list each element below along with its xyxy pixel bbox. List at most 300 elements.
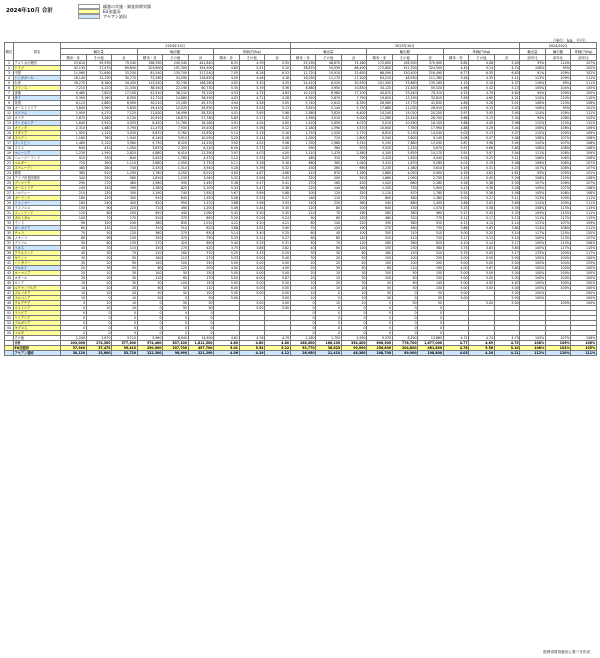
value-cell: 36,820	[316, 346, 342, 351]
country-cell: EU加盟国	[14, 346, 61, 351]
value-cell: 14,900	[188, 336, 214, 341]
value-cell: 3.88	[214, 201, 240, 206]
value-cell: 4.72	[443, 336, 469, 341]
value-cell: 6,140	[137, 136, 163, 141]
value-cell: 4.15	[443, 81, 469, 86]
value-cell: 5,900	[418, 171, 444, 176]
value-cell: 200	[418, 261, 444, 266]
value-cell: 5.33	[443, 206, 469, 211]
value-cell: 93%	[520, 171, 546, 176]
value-cell: 1,110	[86, 131, 112, 136]
value-cell: 520	[341, 176, 367, 181]
rank-cell: 37	[5, 241, 14, 246]
value-cell: 3.94	[494, 151, 520, 156]
country-cell: ラオス	[14, 246, 61, 251]
value-cell: 10	[316, 286, 342, 291]
value-cell: 640	[61, 146, 87, 151]
value-cell: 50	[290, 241, 316, 246]
value-cell: 10	[86, 291, 112, 296]
report-title: 2024年10月 合計	[6, 8, 53, 14]
value-cell: 0	[392, 331, 418, 336]
value-cell: 5.46	[214, 206, 240, 211]
value-cell: 5.39	[239, 86, 265, 91]
value-cell: 196,300	[137, 61, 163, 66]
subheader-rate: 前年比	[520, 55, 546, 61]
value-cell: 80	[316, 236, 342, 241]
value-cell: 6.63	[494, 71, 520, 76]
value-cell: 0	[137, 316, 163, 321]
country-cell: アセアン諸国	[14, 351, 61, 356]
value-cell: 100%	[520, 256, 546, 261]
value-cell: 100%	[520, 236, 546, 241]
value-cell: 30,930	[341, 81, 367, 86]
value-cell: 0	[163, 321, 189, 326]
value-cell: 461,600	[418, 346, 444, 351]
value-cell: 440	[163, 211, 189, 216]
value-cell: 5.30	[239, 81, 265, 86]
value-cell: 172,800	[367, 66, 393, 71]
value-cell: 113,540	[137, 81, 163, 86]
value-cell: 1,550	[188, 196, 214, 201]
subheader-other: その他	[163, 55, 189, 61]
period-header-current: 2024年10月	[61, 43, 291, 49]
value-cell: 3.83	[469, 226, 495, 231]
country-cell: ギリシャ	[14, 256, 61, 261]
value-cell: 4.04	[239, 121, 265, 126]
value-cell: 4.06	[469, 61, 495, 66]
value-cell: 220	[316, 201, 342, 206]
value-cell: 111%	[571, 111, 597, 116]
value-cell: 5.68	[265, 191, 291, 196]
value-cell: 1,190	[137, 191, 163, 196]
value-cell: 4.02	[214, 81, 240, 86]
value-cell: 130	[86, 191, 112, 196]
value-cell: 4.69	[469, 341, 495, 346]
rank-cell: 33	[5, 221, 14, 226]
value-cell: 20	[290, 276, 316, 281]
value-cell: 390	[112, 186, 138, 191]
value-cell: 4.62	[469, 171, 495, 176]
value-cell: 111,760	[418, 76, 444, 81]
subheader-total: 計	[188, 55, 214, 61]
value-cell: 40	[316, 231, 342, 236]
value-cell: 3.92	[214, 141, 240, 146]
value-cell: 130	[61, 206, 87, 211]
rank-cell: 18	[5, 146, 14, 151]
value-cell: 80	[86, 241, 112, 246]
value-cell: 1,750	[316, 336, 342, 341]
value-cell: 100%	[571, 91, 597, 96]
value-cell: 100%	[545, 276, 571, 281]
value-cell: 50	[341, 266, 367, 271]
value-cell: 370	[188, 251, 214, 256]
value-cell: 8,520	[163, 141, 189, 146]
value-cell: 230	[392, 246, 418, 251]
value-cell: 740	[163, 191, 189, 196]
table-body	[5, 61, 597, 356]
value-cell: 640	[367, 206, 393, 211]
rank-cell: 24	[5, 176, 14, 181]
value-cell: 94%	[520, 91, 546, 96]
value-cell: 6,010	[188, 171, 214, 176]
value-cell: 5.17	[494, 251, 520, 256]
value-cell: 4,550	[112, 121, 138, 126]
value-cell: 4.28	[265, 96, 291, 101]
value-cell: 94%	[520, 116, 546, 121]
value-cell: 0	[137, 321, 163, 326]
rank-cell: 2	[5, 66, 14, 71]
value-cell: 4.00	[443, 266, 469, 271]
rank-cell: 35	[5, 231, 14, 236]
value-cell: 5,730	[188, 161, 214, 166]
value-cell: 41,830	[418, 101, 444, 106]
value-cell: 5.00	[494, 291, 520, 296]
value-cell: 3,040	[188, 176, 214, 181]
value-cell: 117%	[520, 231, 546, 236]
value-cell: 5.12	[214, 156, 240, 161]
value-cell: 5.00	[265, 271, 291, 276]
value-cell: 3,600	[392, 136, 418, 141]
value-cell: 510	[163, 226, 189, 231]
value-cell: 4.74	[494, 66, 520, 71]
value-cell: 4.12	[265, 351, 291, 356]
value-cell: 111%	[520, 151, 546, 156]
rank-cell: 23	[5, 171, 14, 176]
value-cell: 5.00	[494, 256, 520, 261]
value-cell: 4,370	[188, 156, 214, 161]
value-cell: 140	[290, 201, 316, 206]
group-header-price-current: 単価(円/kg)	[214, 49, 291, 55]
value-cell: 0	[112, 316, 138, 321]
value-cell: 5.19	[239, 131, 265, 136]
value-cell: 6,410	[163, 151, 189, 156]
value-cell: 100%	[520, 276, 546, 281]
value-cell: 90	[86, 236, 112, 241]
value-cell: 6.00	[214, 286, 240, 291]
value-cell: 4.74	[469, 336, 495, 341]
rank-cell: 39	[5, 251, 14, 256]
value-cell: 108%	[520, 136, 546, 141]
rank-cell: 45	[5, 281, 14, 286]
value-cell: 3,520	[367, 146, 393, 151]
group-header-price-ratio: 単価(円/kg)	[571, 49, 597, 55]
country-cell: その他	[14, 336, 61, 341]
value-cell: 70	[290, 226, 316, 231]
value-cell: 3,310	[341, 141, 367, 146]
value-cell: 50	[188, 296, 214, 301]
value-cell: 30	[86, 251, 112, 256]
value-cell: 5.03	[443, 131, 469, 136]
value-cell: 5.50	[239, 256, 265, 261]
value-cell: 5.27	[265, 236, 291, 241]
value-cell: 220	[290, 186, 316, 191]
value-cell: 80	[61, 226, 87, 231]
value-cell: 50	[188, 301, 214, 306]
value-cell: 5.34	[494, 116, 520, 121]
value-cell: 102%	[571, 71, 597, 76]
subheader-main: 精米・非	[443, 55, 469, 61]
value-cell: 109%	[571, 151, 597, 156]
value-cell: 3.93	[265, 201, 291, 206]
value-cell: 5.00	[265, 296, 291, 301]
value-cell: 0	[316, 296, 342, 301]
value-cell: 30	[341, 276, 367, 281]
value-cell: 4.22	[214, 221, 240, 226]
value-cell: 60	[290, 231, 316, 236]
value-cell: 1,230	[163, 176, 189, 181]
group-header-value-current: 輸出額	[137, 49, 214, 55]
value-cell: 4.80	[214, 341, 240, 346]
value-cell: 0	[367, 311, 393, 316]
value-cell: 760	[86, 136, 112, 141]
value-cell: 180	[61, 196, 87, 201]
value-cell: 111%	[571, 201, 597, 206]
value-cell: 106%	[545, 156, 571, 161]
value-cell: 70	[86, 216, 112, 221]
country-cell: ルーマニア	[14, 271, 61, 276]
value-cell: 12,130	[86, 76, 112, 81]
value-cell: 106%	[571, 341, 597, 346]
value-cell: 590	[290, 146, 316, 151]
value-cell: 30	[290, 251, 316, 256]
value-cell: 80	[137, 266, 163, 271]
value-cell: 5.54	[239, 346, 265, 351]
value-cell: 11,330	[112, 86, 138, 91]
value-cell: 160	[367, 251, 393, 256]
value-cell: 420	[188, 246, 214, 251]
value-cell: 69,600	[112, 66, 138, 71]
rank-cell: 46	[5, 286, 14, 291]
value-cell: 377,300	[112, 341, 138, 346]
value-cell: 4.83	[214, 66, 240, 71]
value-cell: 420	[163, 241, 189, 246]
value-cell: 5.40	[239, 231, 265, 236]
value-cell: 4,070	[341, 121, 367, 126]
value-cell: 13,860	[418, 336, 444, 341]
value-cell: 5.51	[239, 66, 265, 71]
value-cell: 21,710	[137, 96, 163, 101]
value-cell: 720	[418, 236, 444, 241]
value-cell: 6.00	[239, 276, 265, 281]
value-cell: 5.39	[239, 166, 265, 171]
value-cell: 174,300	[86, 341, 112, 346]
rank-cell: 26	[5, 186, 14, 191]
value-cell: 320	[341, 191, 367, 196]
value-cell: 4.50	[469, 281, 495, 286]
value-cell: 0	[188, 316, 214, 321]
value-cell: 130	[112, 241, 138, 246]
value-cell: 5.00	[494, 61, 520, 66]
value-cell: 3.96	[494, 121, 520, 126]
value-cell: 510	[418, 231, 444, 236]
value-cell: 8,940	[163, 336, 189, 341]
value-cell: 354,400	[341, 341, 367, 346]
value-cell: 108%	[545, 161, 571, 166]
value-cell: 10	[316, 276, 342, 281]
value-cell: 0	[86, 326, 112, 331]
value-cell: 5.16	[265, 161, 291, 166]
value-cell: 50	[341, 256, 367, 261]
value-cell: 30	[112, 276, 138, 281]
value-cell: 5.00	[469, 251, 495, 256]
country-cell: ベトナム	[14, 111, 61, 116]
value-cell: 4.18	[265, 76, 291, 81]
export-table	[4, 42, 597, 356]
value-cell: 270	[188, 256, 214, 261]
value-cell: 1,620	[392, 156, 418, 161]
value-cell: 4.00	[265, 151, 291, 156]
value-cell: 130	[86, 226, 112, 231]
value-cell: 4.75	[239, 91, 265, 96]
value-cell: 1,330	[290, 141, 316, 146]
value-cell: 1,230	[61, 151, 87, 156]
value-cell: 150%	[520, 261, 546, 266]
value-cell: 20	[61, 276, 87, 281]
value-cell: 10	[341, 301, 367, 306]
value-cell: 109%	[520, 211, 546, 216]
value-cell: 5,230	[392, 131, 418, 136]
value-cell: 100%	[520, 241, 546, 246]
value-cell: 0	[86, 331, 112, 336]
value-cell: 5.13	[469, 236, 495, 241]
rank-cell: 52	[5, 316, 14, 321]
value-cell: 0	[61, 301, 87, 306]
value-cell: 1,110	[367, 191, 393, 196]
rank-cell: 7	[5, 91, 14, 96]
value-cell: 221,290	[188, 351, 214, 356]
value-cell: 410	[86, 146, 112, 151]
value-cell: 5.00	[239, 261, 265, 266]
group-header-volume-previous: 輸出量	[290, 49, 367, 55]
value-cell: 106%	[520, 106, 546, 111]
value-cell: 3.92	[239, 226, 265, 231]
value-cell: 100%	[520, 291, 546, 296]
value-cell: 3.94	[443, 76, 469, 81]
value-cell: 0	[86, 311, 112, 316]
value-cell: 2,430	[137, 166, 163, 171]
value-cell: 310	[367, 236, 393, 241]
value-cell: 53,770	[290, 346, 316, 351]
value-cell: 240	[86, 201, 112, 206]
value-cell: 0	[163, 311, 189, 316]
value-cell: 5.47	[239, 181, 265, 186]
rank-cell: 54	[5, 326, 14, 331]
country-cell: キプロス	[14, 326, 61, 331]
value-cell: 4.77	[443, 341, 469, 346]
value-cell: 30	[61, 256, 87, 261]
value-cell: 106%	[545, 126, 571, 131]
value-cell: 5,740	[290, 101, 316, 106]
country-cell: インドネシア	[14, 121, 61, 126]
value-cell: 42,130	[61, 66, 87, 71]
value-cell: 1,930	[188, 191, 214, 196]
rank-cell: 11	[5, 111, 14, 116]
value-cell: 100%	[571, 271, 597, 276]
value-cell: 30,120	[61, 351, 87, 356]
value-cell: 4.66	[265, 171, 291, 176]
country-cell: ポルトガル	[14, 216, 61, 221]
value-cell: 0	[61, 326, 87, 331]
rank-cell: 53	[5, 321, 14, 326]
value-cell: 80	[86, 211, 112, 216]
value-cell: 5.00	[239, 286, 265, 291]
value-cell: 0	[290, 331, 316, 336]
value-cell: 110	[112, 246, 138, 251]
subheader-main: 精米・非	[61, 55, 87, 61]
country-cell: フィリピン	[14, 141, 61, 146]
rank-cell: 6	[5, 86, 14, 91]
value-cell: 5.00	[469, 301, 495, 306]
value-cell: 270	[367, 226, 393, 231]
value-cell: 109%	[545, 71, 571, 76]
value-cell: 0	[392, 306, 418, 311]
value-cell: 690	[188, 241, 214, 246]
value-cell: 217,240	[188, 71, 214, 76]
value-cell: 200	[290, 191, 316, 196]
country-cell: 香港	[14, 91, 61, 96]
value-cell: 11,830	[137, 111, 163, 116]
value-cell: 50	[392, 271, 418, 276]
value-cell: 68,400	[341, 66, 367, 71]
country-cell: オーストリア	[14, 186, 61, 191]
value-cell: 5.29	[239, 216, 265, 221]
value-cell: 113%	[545, 206, 571, 211]
country-cell: スウェーデン	[14, 166, 61, 171]
value-cell: 109%	[520, 186, 546, 191]
value-cell: 146,280	[188, 81, 214, 86]
rank-cell	[5, 351, 14, 356]
value-cell: 5.01	[443, 161, 469, 166]
value-cell: 5.11	[494, 156, 520, 161]
value-cell: 140	[316, 221, 342, 226]
value-cell: 32,630	[341, 71, 367, 76]
period-header-previous: 2023年10月	[290, 43, 520, 49]
value-cell: 4.11	[494, 351, 520, 356]
subheader-main: 精米・非	[367, 55, 393, 61]
value-cell: 150	[392, 251, 418, 256]
value-cell: 40	[61, 251, 87, 256]
value-cell: 2,100	[188, 186, 214, 191]
value-cell: 50	[367, 281, 393, 286]
value-cell: 310	[392, 216, 418, 221]
value-cell: 1,180	[61, 136, 87, 141]
value-cell: 140	[341, 236, 367, 241]
value-cell: 3.97	[214, 151, 240, 156]
value-cell: 5.00	[443, 291, 469, 296]
value-cell: 104%	[545, 86, 571, 91]
value-cell: 210	[137, 251, 163, 256]
value-cell: 5.00	[214, 291, 240, 296]
value-cell: 3.94	[494, 141, 520, 146]
rank-cell: 41	[5, 261, 14, 266]
value-cell: 5.01	[494, 101, 520, 106]
value-cell: 20	[290, 266, 316, 271]
value-cell: 4.21	[265, 221, 291, 226]
value-cell: 108%	[520, 206, 546, 211]
country-cell: フランス	[14, 86, 61, 91]
value-cell: 150	[367, 246, 393, 251]
country-cell: アメリカ合衆国	[14, 61, 61, 66]
value-cell: 5.26	[443, 181, 469, 186]
value-cell: 70	[316, 211, 342, 216]
value-cell: 360	[341, 201, 367, 206]
value-cell: 10	[61, 281, 87, 286]
value-cell: 0	[367, 326, 393, 331]
value-cell: 5,750	[341, 106, 367, 111]
value-cell: 170	[86, 181, 112, 186]
value-cell: 4.37	[494, 81, 520, 86]
value-cell: 107%	[520, 166, 546, 171]
